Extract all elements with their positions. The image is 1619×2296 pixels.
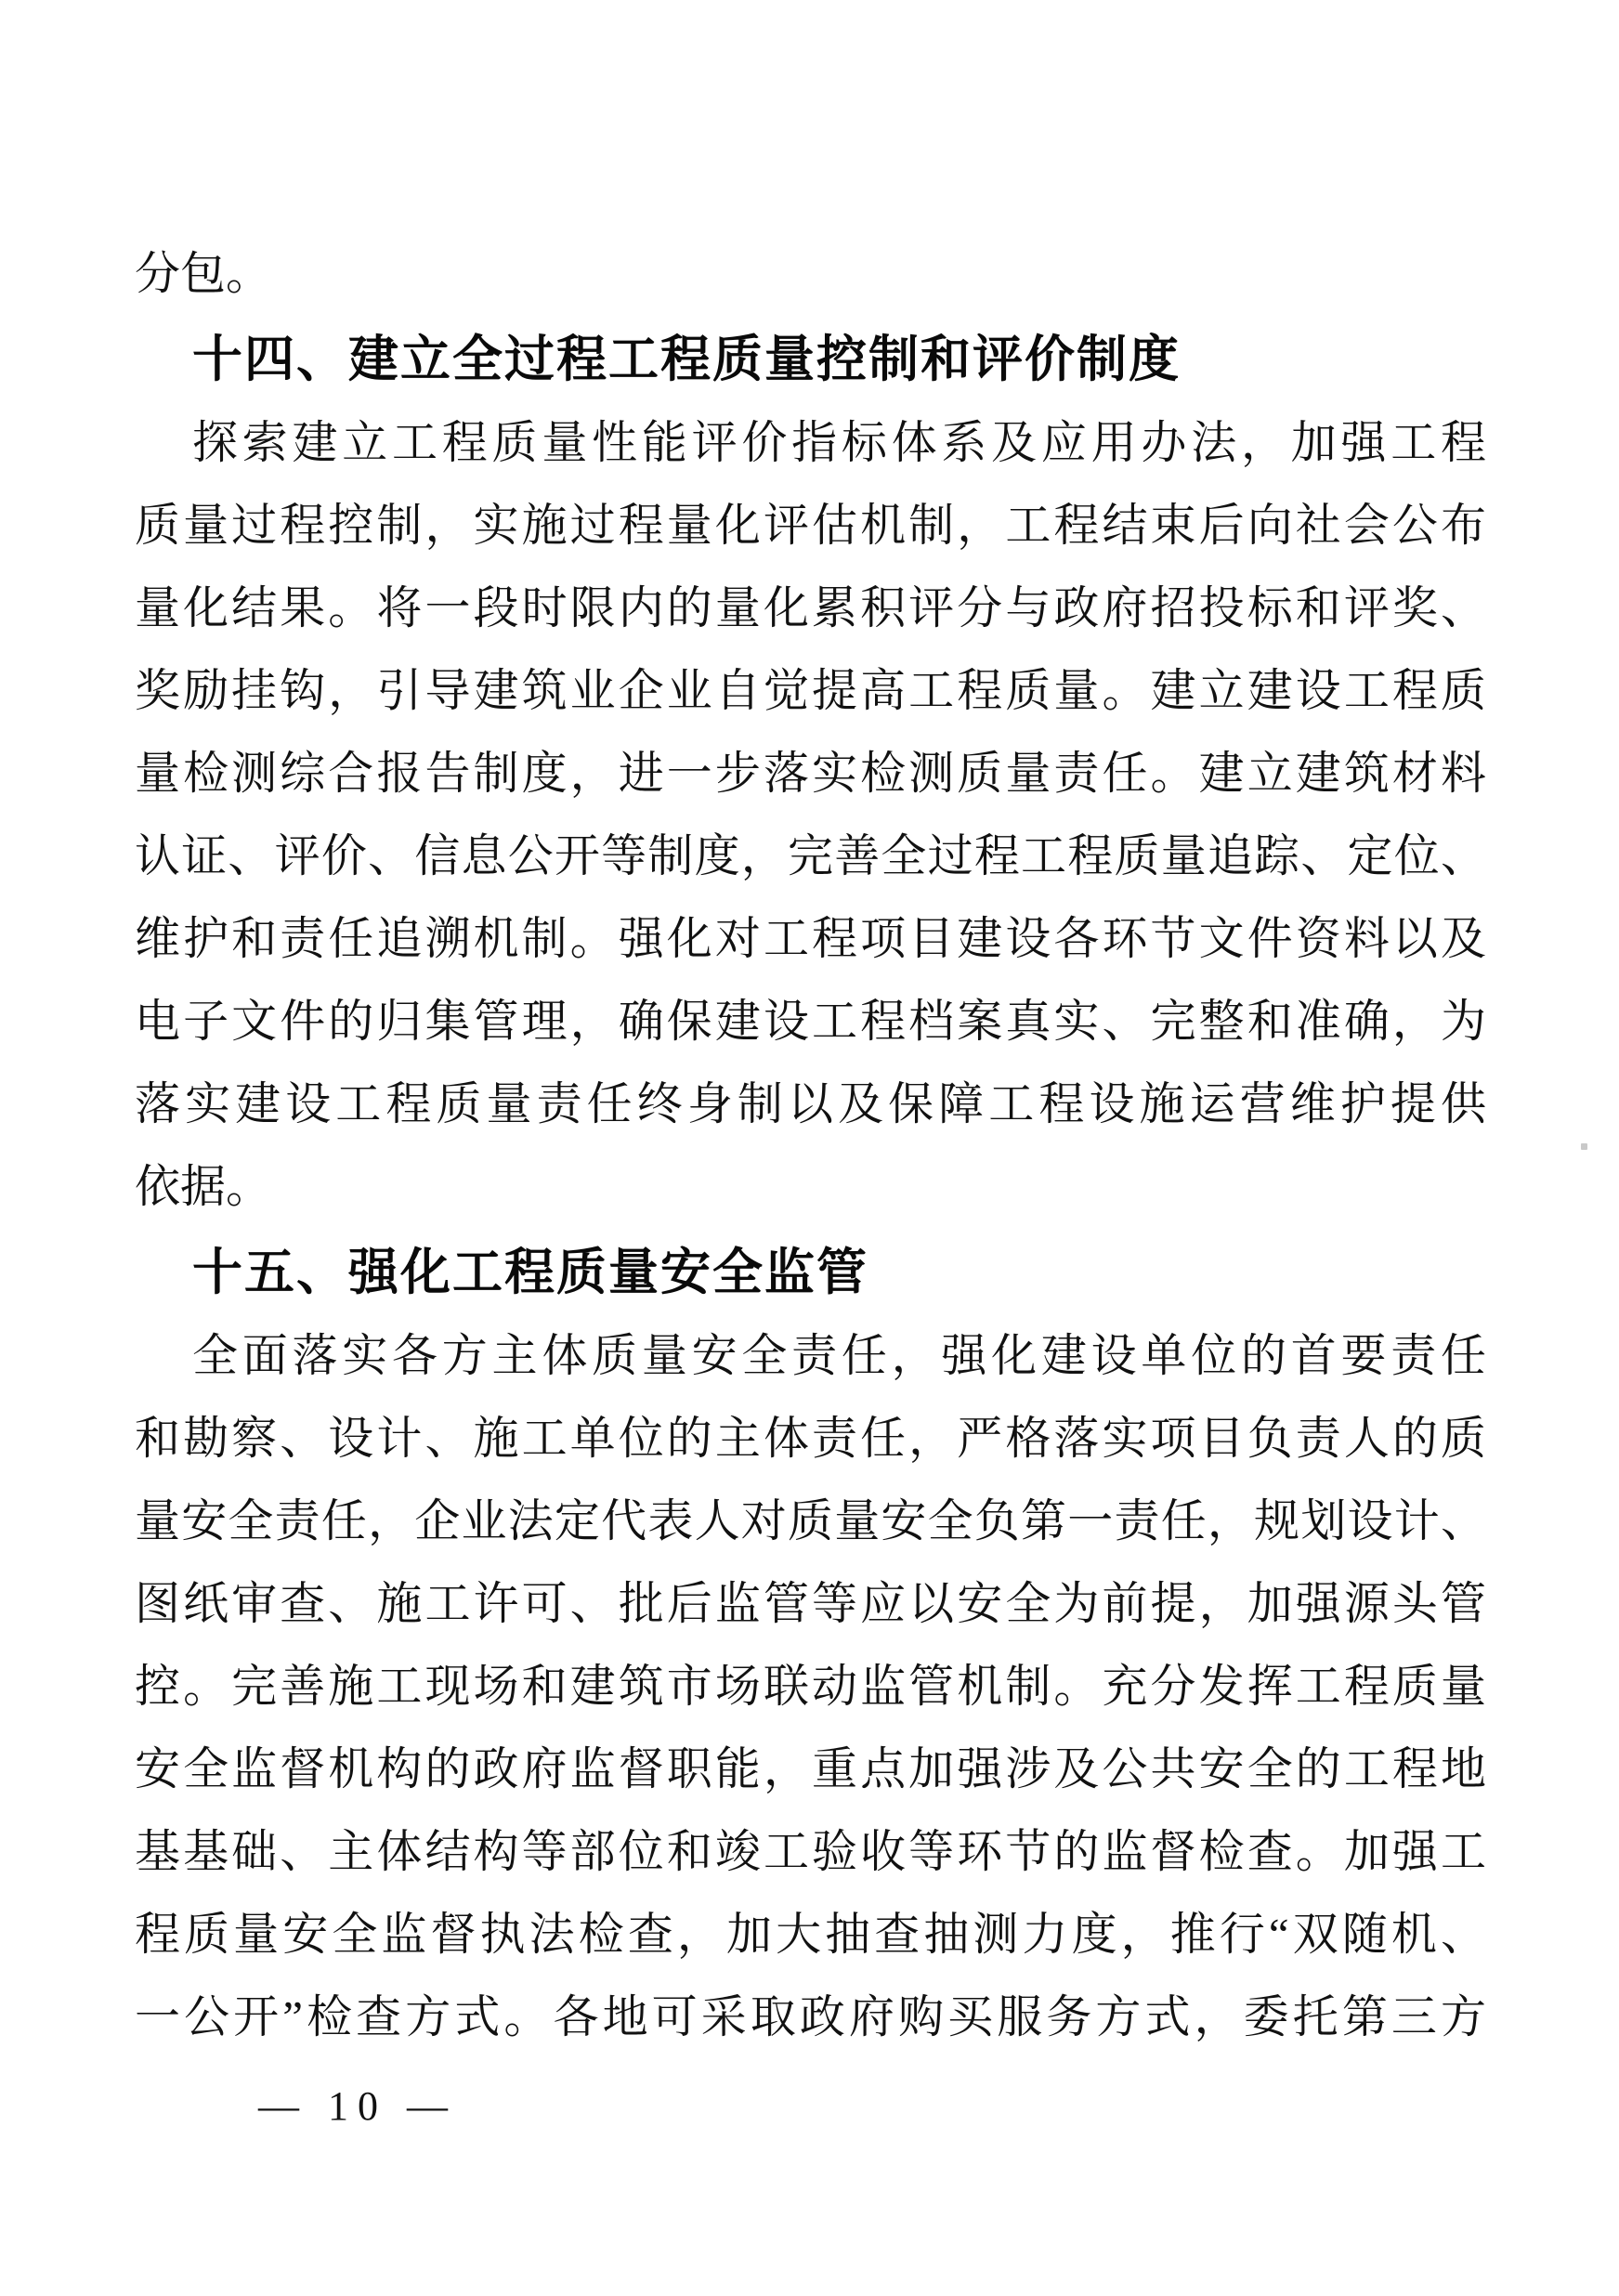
text-line: 一公开”检查方式。各地可采取政府购买服务方式，委托第三方 [135, 1991, 1486, 2042]
text-line: 安全监督机构的政府监督职能，重点加强涉及公共安全的工程地 [135, 1743, 1486, 1794]
text-line: 图纸审查、施工许可、批后监管等应以安全为前提，加强源头管 [135, 1578, 1486, 1629]
text-line: 量检测综合报告制度，进一步落实检测质量责任。建立建筑材料 [135, 748, 1486, 799]
text-line: 和勘察、设计、施工单位的主体责任，严格落实项目负责人的质 [135, 1413, 1486, 1464]
section-14-paragraph [135, 401, 1486, 1145]
text-line: 维护和责任追溯机制。强化对工程项目建设各环节文件资料以及 [135, 913, 1486, 964]
page-content [135, 232, 1486, 2058]
section-15-paragraph [135, 1314, 1486, 2058]
text-line: 控。完善施工现场和建筑市场联动监管机制。充分发挥工程质量 [135, 1661, 1486, 1712]
section-14-closing-line: 依据。 [135, 1161, 272, 1212]
text-line: 量化结果。将一段时限内的量化累积评分与政府招投标和评奖、 [135, 582, 1486, 633]
text-line: 程质量安全监督执法检查，加大抽查抽测力度，推行“双随机、 [135, 1909, 1486, 1960]
text-line: 认证、评价、信息公开等制度，完善全过程工程质量追踪、定位、 [135, 830, 1486, 881]
text-line: 基基础、主体结构等部位和竣工验收等环节的监督检查。加强工 [135, 1826, 1486, 1877]
section-15-heading: 十五、强化工程质量安全监管 [192, 1245, 868, 1300]
text-line: 电子文件的归集管理，确保建设工程档案真实、完整和准确，为 [135, 996, 1486, 1047]
text-line: 全面落实各方主体质量安全责任，强化建设单位的首要责任 [192, 1330, 1486, 1381]
text-line: 量安全责任，企业法定代表人对质量安全负第一责任，规划设计、 [135, 1495, 1486, 1546]
text-line: 探索建立工程质量性能评价指标体系及应用办法，加强工程 [192, 417, 1486, 468]
text-line: 质量过程控制，实施过程量化评估机制，工程结束后向社会公布 [135, 500, 1486, 551]
text-line: 落实建设工程质量责任终身制以及保障工程设施运营维护提供 [135, 1078, 1486, 1129]
section-14-heading: 十四、建立全过程工程质量控制和评价制度 [192, 332, 1181, 387]
paragraph-continuation-line: 分包。 [135, 248, 272, 299]
page-number: — 10 — [258, 2083, 457, 2129]
scan-artifact-dot [1581, 1143, 1587, 1150]
text-line: 奖励挂钩，引导建筑业企业自觉提高工程质量。建立建设工程质 [135, 665, 1486, 716]
